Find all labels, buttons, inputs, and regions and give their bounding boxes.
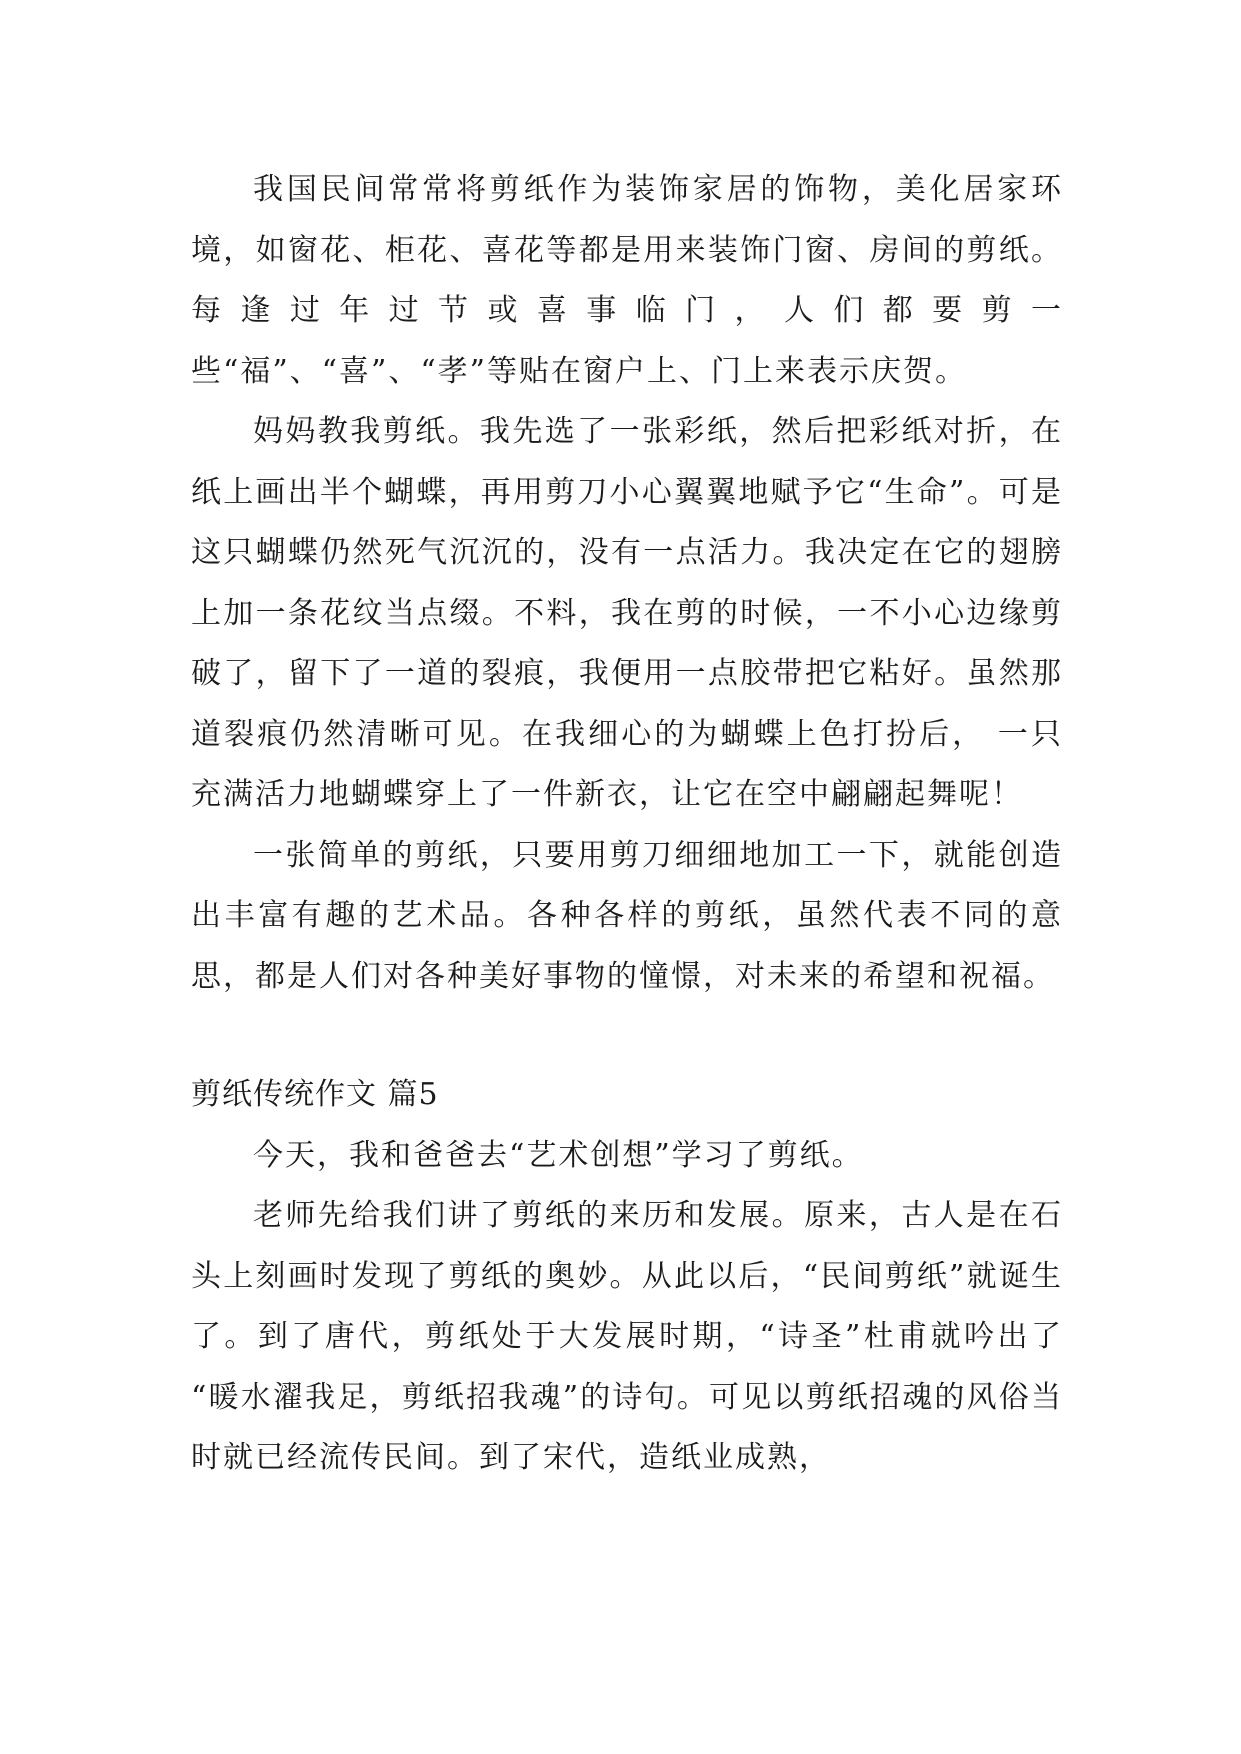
- paragraph-history: 老师先给我们讲了剪纸的来历和发展。原来，古人是在石头上刻画时发现了剪纸的奥妙。从此以后，“民间剪纸”就诞生了。到了唐代，剪纸处于大发展时期，“诗圣”杜甫就吟出了 “暖水濯我足，剪纸招我魂”的诗句。可见以剪纸招魂的风俗当时就已经流传民间。到了宋代，造纸业成熟，: [191, 1198, 1063, 1475]
- section-heading: 剪纸传统作文 篇5: [191, 1077, 439, 1112]
- paragraph-decoration: 我国民间常常将剪纸作为装饰家居的饰物，美化居家环境，如窗花、柜花、喜花等都是用来装饰门窗、房间的剪纸。每逢过年过节或喜事临门，人们都要剪一些“福”、“喜”、“孝”等贴在窗户上、门上来表示庆贺。: [191, 172, 1063, 389]
- paragraph-intro: 今天，我和爸爸去“艺术创想”学习了剪纸。: [253, 1137, 864, 1173]
- document-body: [191, 160, 1063, 1489]
- paragraph-butterfly: 妈妈教我剪纸。我先选了一张彩纸，然后把彩纸对折，在纸上画出半个蝴蝶，再用剪刀小心翼翼地赋予它“生命”。可是这只蝴蝶仍然死气沉沉的，没有一点活力。我决定在它的翅膀上加一条花纹当点缀。不料，我在剪的时候，一不小心边缘剪破了，留下了一道的裂痕，我便用一点胶带把它粘好。虽然那道裂痕仍然清晰可见。在我细心的为蝴蝶上色打扮后， 一只充满活力地蝴蝶穿上了一件新衣，让它在空中翩翩起舞呢！: [191, 414, 1063, 812]
- paragraph-conclusion: 一张简单的剪纸，只要用剪刀细细地加工一下，就能创造出丰富有趣的艺术品。各种各样的剪纸，虽然代表不同的意思，都是人们对各种美好事物的憧憬，对未来的希望和祝福。: [191, 837, 1063, 994]
